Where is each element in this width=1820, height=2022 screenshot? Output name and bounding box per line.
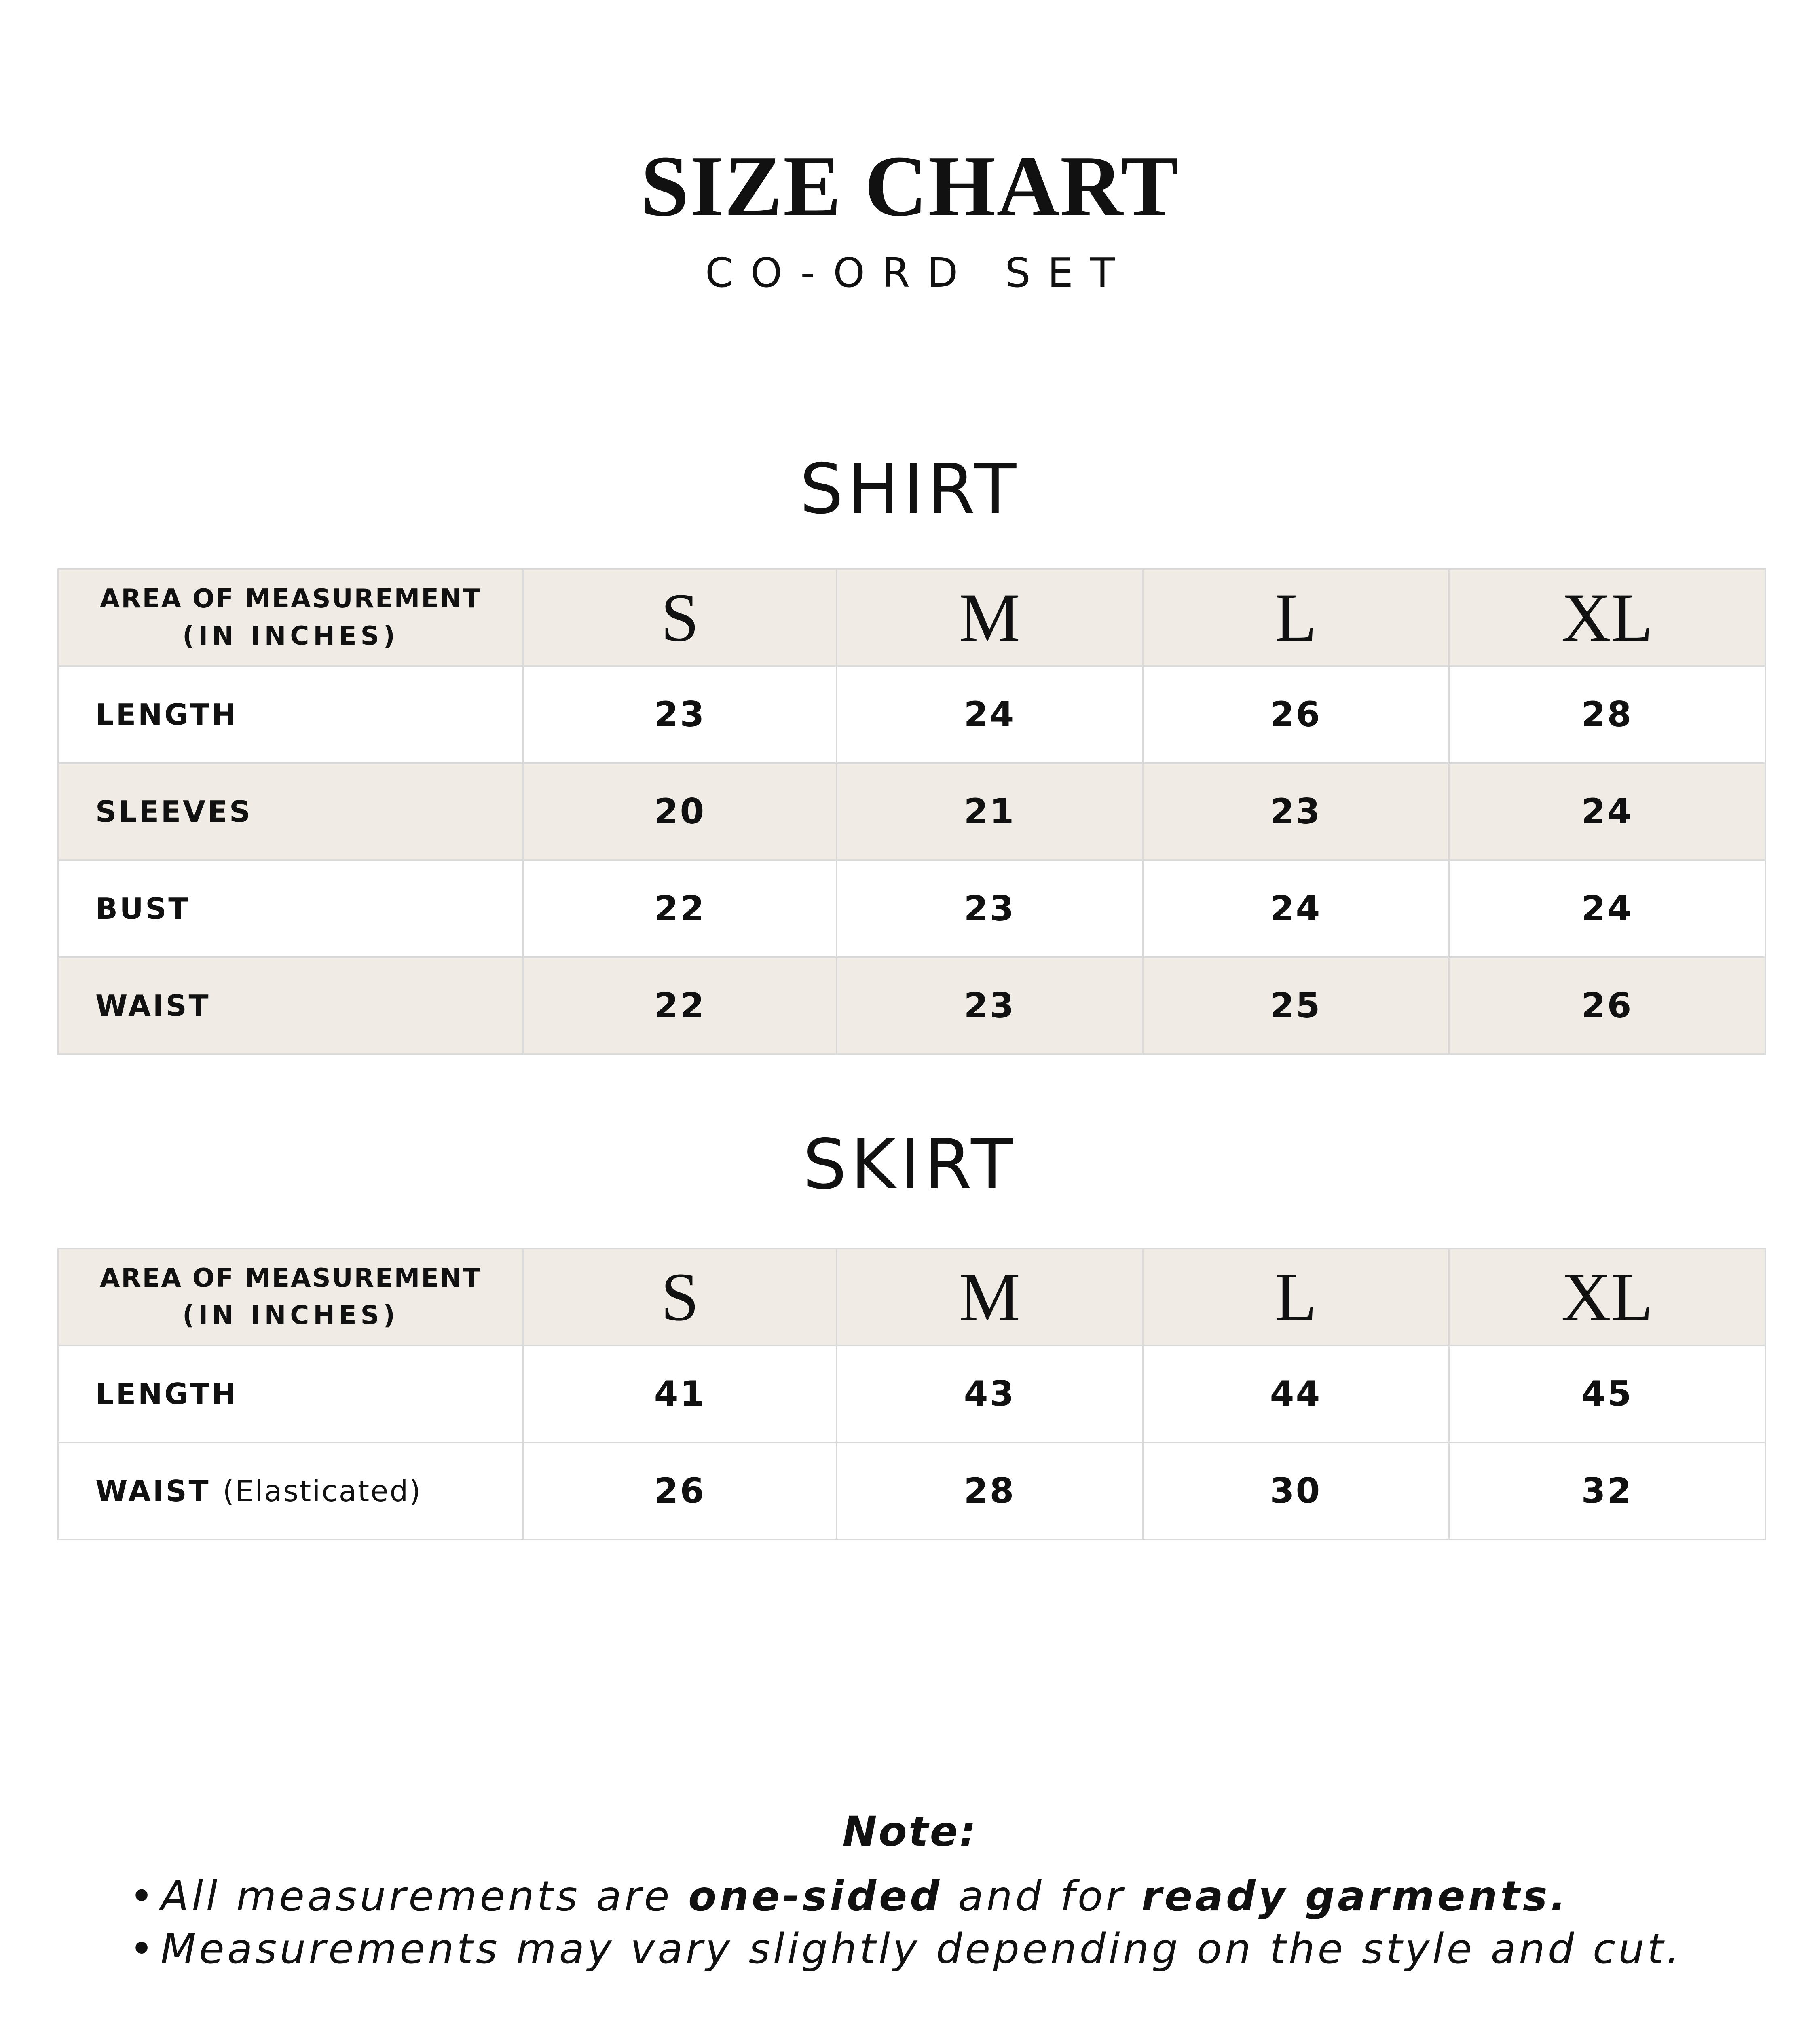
- size-header-m: M: [837, 1248, 1143, 1345]
- table-header-row: [58, 1248, 1765, 1345]
- size-header-xl: XL: [1449, 569, 1765, 666]
- row-label-length: [58, 1345, 523, 1442]
- size-header-l: L: [1143, 569, 1449, 666]
- size-header-m: M: [837, 569, 1143, 666]
- cell-value: 26: [1143, 666, 1449, 763]
- bullet-icon: •: [129, 1925, 157, 1973]
- area-header-line2: (IN INCHES): [182, 1301, 399, 1330]
- row-label-bust: BUST: [58, 860, 523, 957]
- cell-value: 23: [837, 957, 1143, 1054]
- cell-value: 24: [1449, 860, 1765, 957]
- cell-value: 22: [523, 860, 837, 957]
- table-row: [58, 1345, 1765, 1442]
- page-title: SIZE CHART: [640, 137, 1180, 234]
- size-header-s: S: [523, 1248, 837, 1345]
- cell-value: 45: [1449, 1345, 1765, 1442]
- cell-value: 30: [1143, 1442, 1449, 1540]
- cell-value: 23: [523, 666, 837, 763]
- area-header-line2: (IN INCHES): [182, 621, 399, 651]
- row-label-text: LENGTH: [95, 1377, 238, 1411]
- bullet-icon: •: [129, 1872, 157, 1920]
- cell-value: 32: [1449, 1442, 1765, 1540]
- table-row: [58, 666, 1765, 763]
- cell-value: 28: [837, 1442, 1143, 1540]
- skirt-section-title: SKIRT: [803, 1125, 1017, 1205]
- table-row: [58, 957, 1765, 1054]
- cell-value: 22: [523, 957, 837, 1054]
- row-label-text: WAIST: [95, 1474, 211, 1508]
- shirt-section-title: SHIRT: [799, 449, 1021, 529]
- area-header-line1: AREA OF MEASUREMENT: [99, 1263, 482, 1293]
- note-text: All measurements are: [161, 1872, 689, 1920]
- note-emphasis: ready garments.: [1141, 1872, 1569, 1920]
- cell-value: 24: [837, 666, 1143, 763]
- row-label-length: LENGTH: [58, 666, 523, 763]
- size-header-l: L: [1143, 1248, 1449, 1345]
- cell-value: 28: [1449, 666, 1765, 763]
- page-subtitle: CO-ORD SET: [705, 249, 1132, 296]
- cell-value: 23: [1143, 763, 1449, 860]
- note-heading: Note:: [842, 1808, 978, 1856]
- row-label-waist: WAIST: [58, 957, 523, 1054]
- cell-value: 23: [837, 860, 1143, 957]
- note-item-one-sided: [129, 1870, 1787, 1923]
- cell-value: 44: [1143, 1345, 1449, 1442]
- cell-value: 41: [523, 1345, 837, 1442]
- area-of-measurement-header: [58, 1248, 523, 1345]
- size-header-s: S: [523, 569, 837, 666]
- cell-value: 24: [1143, 860, 1449, 957]
- row-label-sleeves: SLEEVES: [58, 763, 523, 860]
- table-header-row: [58, 569, 1765, 666]
- note-emphasis: one-sided: [688, 1872, 943, 1920]
- table-row: [58, 860, 1765, 957]
- table-row: [58, 763, 1765, 860]
- skirt-size-table: [57, 1248, 1766, 1540]
- note-text: and for: [942, 1872, 1141, 1920]
- area-of-measurement-header: [58, 569, 523, 666]
- note-item-variation: [129, 1923, 1787, 1975]
- cell-value: 43: [837, 1345, 1143, 1442]
- row-label-waist: [58, 1442, 523, 1540]
- cell-value: 21: [837, 763, 1143, 860]
- cell-value: 26: [1449, 957, 1765, 1054]
- cell-value: 26: [523, 1442, 837, 1540]
- size-header-xl: XL: [1449, 1248, 1765, 1345]
- note-text: Measurements may vary slightly depending on the style and cut.: [161, 1925, 1683, 1973]
- cell-value: 20: [523, 763, 837, 860]
- area-header-line1: AREA OF MEASUREMENT: [99, 584, 482, 614]
- cell-value: 24: [1449, 763, 1765, 860]
- shirt-size-table: [57, 568, 1766, 1055]
- cell-value: 25: [1143, 957, 1449, 1054]
- table-row: [58, 1442, 1765, 1540]
- row-label-suffix: (Elasticated): [222, 1474, 422, 1508]
